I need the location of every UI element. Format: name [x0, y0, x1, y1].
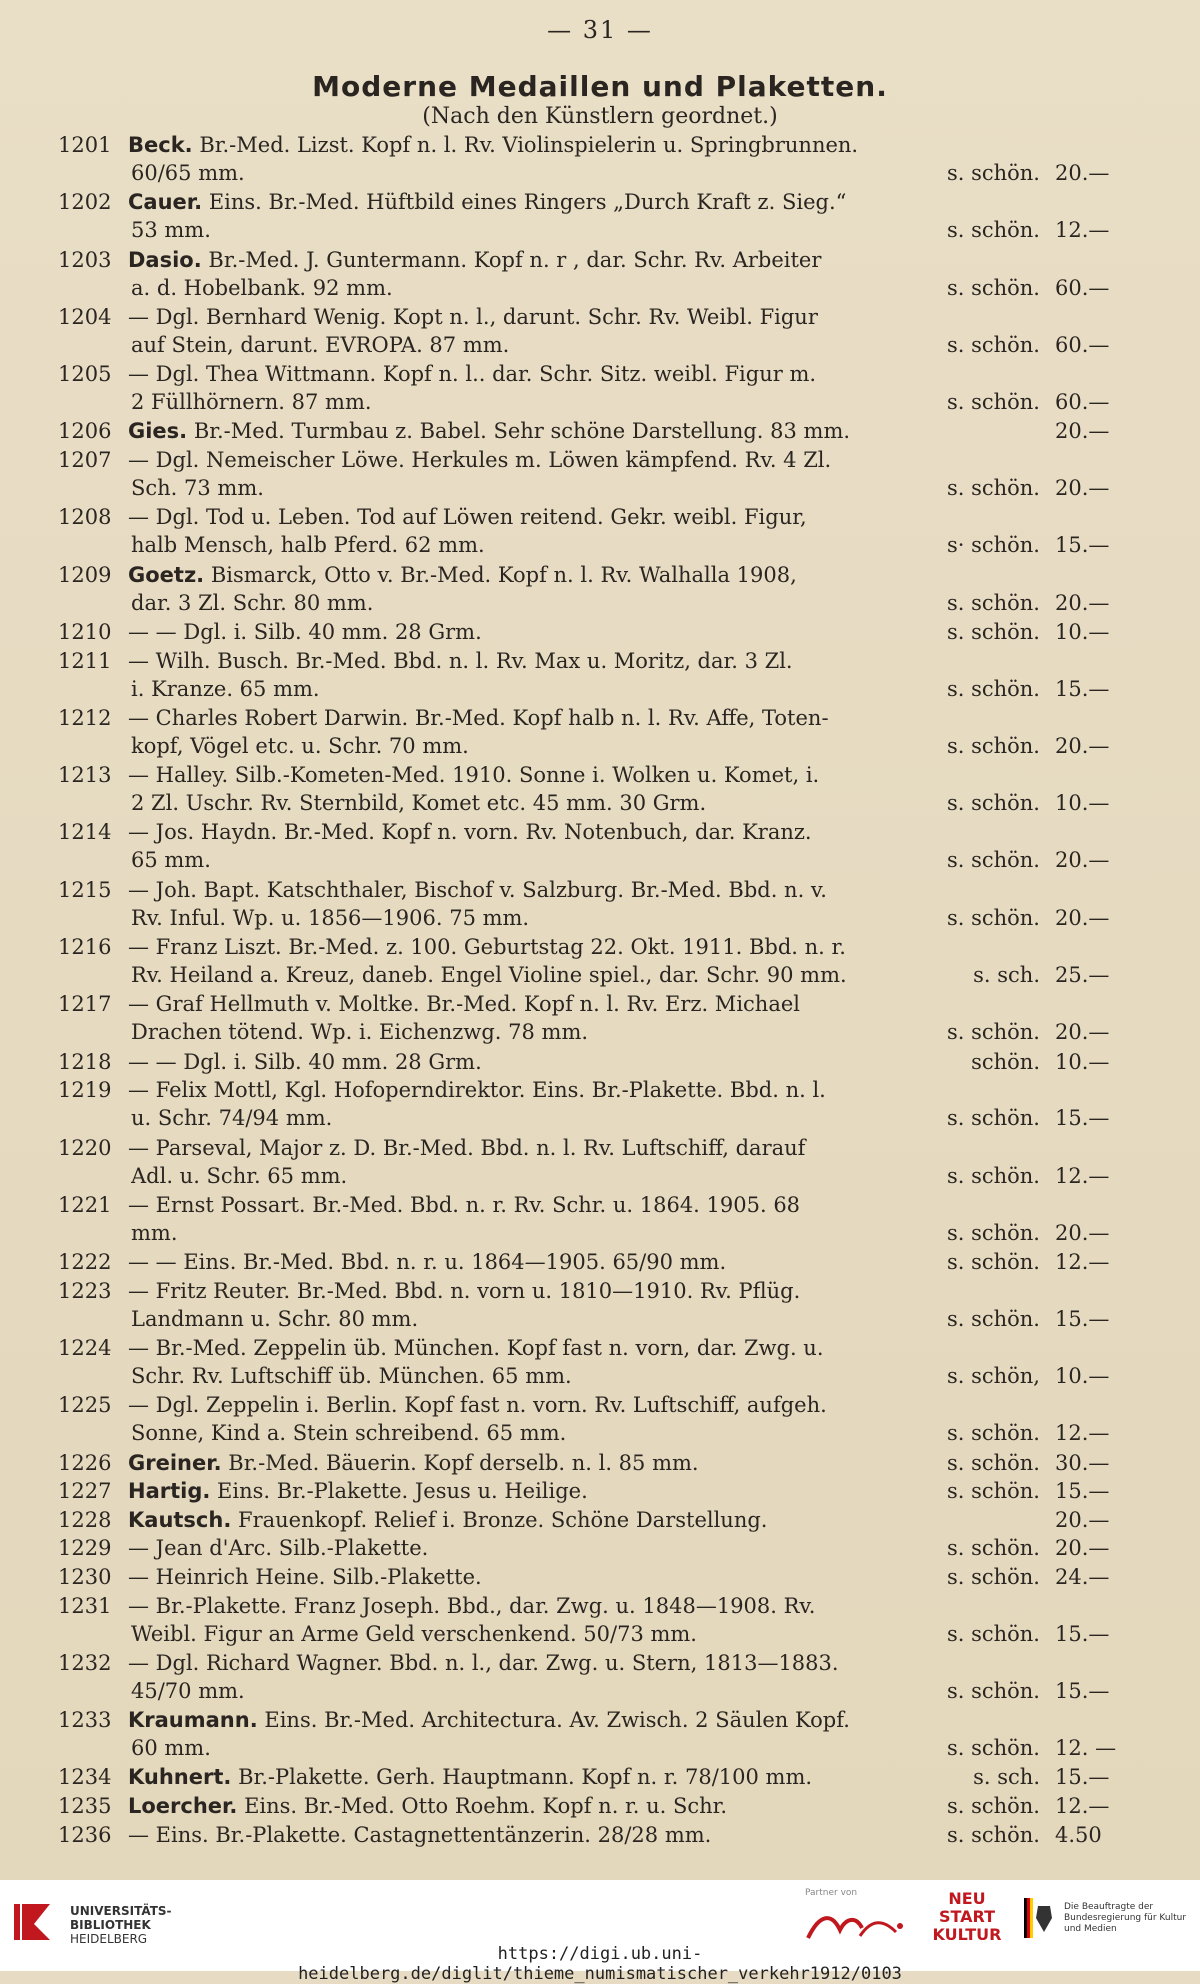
catalog-entry: [0, 1449, 1200, 1478]
lot-number: 1214: [58, 820, 112, 845]
lot-number: 1204: [58, 304, 112, 329]
price: 20.—: [1055, 1507, 1110, 1532]
entry-description: — Joh. Bapt. Katschthaler, Bischof v. Salzburg. Br.-Med. Bbd. n. v.: [128, 877, 827, 902]
entry-line-1: [128, 1792, 1038, 1820]
bkm-logo[interactable]: [1022, 1892, 1192, 1948]
lot-number: 1207: [58, 448, 112, 473]
entry-line-2: i. Kranze. 65 mm.: [131, 676, 320, 701]
entry-line-1: [128, 188, 1038, 216]
entry-line-2: auf Stein, darunt. EVROPA. 87 mm.: [131, 332, 510, 357]
entry-line-1: [128, 1592, 1038, 1620]
catalog-entry: [0, 1792, 1200, 1821]
entry-description: Eins. Br.-Med. Architectura. Av. Zwisch. 2 Säulen Kopf.: [264, 1708, 850, 1733]
catalog-entry: [0, 360, 1200, 417]
lot-number: 1229: [58, 1536, 112, 1561]
entry-line-1: [128, 818, 1038, 846]
section-title: Moderne Medaillen und Plaketten.: [312, 70, 888, 103]
price: 30.—: [1055, 1450, 1110, 1475]
lot-number: 1230: [58, 1564, 112, 1589]
entry-line-2: kopf, Vögel etc. u. Schr. 70 mm.: [131, 733, 469, 758]
condition: s. schön.: [946, 848, 1040, 873]
artist-name: Hartig.: [128, 1479, 211, 1504]
entry-description: — Wilh. Busch. Br.-Med. Bbd. n. l. Rv. Max u. Moritz, dar. 3 Zl.: [128, 648, 793, 673]
condition: schön.: [971, 1049, 1040, 1074]
price: 12.—: [1055, 218, 1110, 243]
entry-line-2: Schr. Rv. Luftschiff üb. München. 65 mm.: [131, 1364, 572, 1389]
entry-line-2: 45/70 mm.: [131, 1678, 245, 1703]
entry-line-1: [128, 1506, 1038, 1534]
price: 20.—: [1055, 1536, 1110, 1561]
condition: s. schön.: [946, 1678, 1040, 1703]
page-number: — 31 —: [547, 16, 653, 44]
condition: s. schön.: [946, 1020, 1040, 1045]
lot-number: 1220: [58, 1135, 112, 1160]
price: 20.—: [1055, 476, 1110, 501]
entry-description: — Br.-Plakette. Franz Joseph. Bbd., dar. Zwg. u. 1848—1908. Rv.: [128, 1593, 816, 1618]
entry-line-1: [128, 1563, 1038, 1591]
entry-description: — Halley. Silb.-Kometen-Med. 1910. Sonne i. Wolken u. Komet, i.: [128, 763, 820, 788]
lot-number: 1236: [58, 1822, 112, 1847]
lot-number: 1208: [58, 505, 112, 530]
condition: s. sch.: [973, 1765, 1040, 1790]
entry-line-1: [128, 561, 1038, 589]
price: 12.—: [1055, 1421, 1110, 1446]
lot-number: 1210: [58, 619, 112, 644]
condition: s. schön.: [946, 1106, 1040, 1131]
entry-line-2: Sch. 73 mm.: [131, 476, 264, 501]
entry-description: Frauenkopf. Relief i. Bronze. Schöne Darstellung.: [238, 1507, 768, 1532]
lot-number: 1226: [58, 1450, 112, 1475]
entry-line-1: [128, 761, 1038, 789]
entry-line-2: u. Schr. 74/94 mm.: [131, 1106, 333, 1131]
entry-line-2: 2 Zl. Uschr. Rv. Sternbild, Komet etc. 45 mm. 30 Grm.: [131, 791, 707, 816]
catalog-entry: [0, 188, 1200, 245]
entry-line-2: dar. 3 Zl. Schr. 80 mm.: [131, 590, 374, 615]
price: 10.—: [1055, 791, 1110, 816]
condition: s. schön.: [946, 1250, 1040, 1275]
artist-name: Loercher.: [128, 1794, 238, 1819]
condition: s. schön.: [946, 1621, 1040, 1646]
entry-description: — Dgl. Bernhard Wenig. Kopt n. l., darunt. Schr. Rv. Weibl. Figur: [128, 304, 818, 329]
lot-number: 1213: [58, 763, 112, 788]
entry-line-1: [128, 876, 1038, 904]
entry-line-1: [128, 1334, 1038, 1362]
entry-line-2: 2 Füllhörnern. 87 mm.: [131, 390, 372, 415]
condition: s. sch.: [973, 963, 1040, 988]
condition: s. schön.: [946, 619, 1040, 644]
lot-number: 1228: [58, 1507, 112, 1532]
catalog-entry: [0, 446, 1200, 503]
price: 12.—: [1055, 1163, 1110, 1188]
artist-name: Goetz.: [128, 562, 205, 587]
entry-description: Br.-Med. Bäuerin. Kopf derselb. n. l. 85 mm.: [228, 1450, 699, 1475]
lot-number: 1205: [58, 362, 112, 387]
price: 60.—: [1055, 332, 1110, 357]
entry-description: — Charles Robert Darwin. Br.-Med. Kopf halb n. l. Rv. Affe, Toten-: [128, 705, 829, 730]
condition: s. schön.: [946, 390, 1040, 415]
lot-number: 1203: [58, 247, 112, 272]
entry-line-1: [128, 1763, 1038, 1791]
catalog-entry: [0, 1248, 1200, 1277]
entry-description: — — Eins. Br.-Med. Bbd. n. r. u. 1864—1905. 65/90 mm.: [128, 1250, 727, 1275]
entry-line-1: [128, 1477, 1038, 1505]
lot-number: 1232: [58, 1650, 112, 1675]
catalog-entry: [0, 1821, 1200, 1850]
catalog-entry: [0, 1592, 1200, 1649]
entry-description: — Jos. Haydn. Br.-Med. Kopf n. vorn. Rv. Notenbuch, dar. Kranz.: [128, 820, 812, 845]
condition: s. schön.: [946, 161, 1040, 185]
entry-line-2: Rv. Inful. Wp. u. 1856—1906. 75 mm.: [131, 905, 530, 930]
entry-description: Eins. Br.-Med. Hüftbild eines Ringers „Durch Kraft z. Sieg.“: [208, 190, 847, 215]
federal-eagle-icon: [1022, 1898, 1056, 1938]
catalog-entry: [0, 1334, 1200, 1391]
condition: s. schön.: [946, 1479, 1040, 1504]
catalog-entry: [0, 1534, 1200, 1563]
entry-line-2: mm.: [131, 1220, 178, 1245]
price: 60.—: [1055, 275, 1110, 300]
catalog-entry: [0, 1506, 1200, 1535]
price: 20.—: [1055, 419, 1110, 444]
lot-number: 1225: [58, 1393, 112, 1418]
entry-description: Eins. Br.-Med. Otto Roehm. Kopf n. r. u. Schr.: [244, 1794, 728, 1819]
entry-description: Bismarck, Otto v. Br.-Med. Kopf n. l. Rv. Walhalla 1908,: [210, 562, 797, 587]
price: 15.—: [1055, 1621, 1110, 1646]
condition: s. schön.: [946, 1450, 1040, 1475]
condition: s. schön.: [946, 275, 1040, 300]
entry-description: — Graf Hellmuth v. Moltke. Br.-Med. Kopf n. l. Rv. Erz. Michael: [128, 992, 800, 1017]
price: 20.—: [1055, 733, 1110, 758]
partner-label: Partner von: [805, 1888, 858, 1898]
lot-number: 1227: [58, 1479, 112, 1504]
catalog-entry: [0, 990, 1200, 1047]
catalog-entry: [0, 1191, 1200, 1248]
entry-line-1: [128, 503, 1038, 531]
entry-description: Br.-Med. J. Guntermann. Kopf n. r , dar. Schr. Rv. Arbeiter: [208, 247, 822, 272]
lot-number: 1219: [58, 1078, 112, 1103]
catalog-entry: [0, 246, 1200, 303]
catalog-entry: [0, 761, 1200, 818]
entry-line-2: 65 mm.: [131, 848, 211, 873]
entry-line-2: 60/65 mm.: [131, 161, 245, 185]
lot-number: 1216: [58, 935, 112, 960]
price: 10.—: [1055, 1049, 1110, 1074]
catalog-entry: [0, 647, 1200, 704]
price: 20.—: [1055, 1020, 1110, 1045]
entry-line-1: [128, 417, 1038, 445]
price: 24.—: [1055, 1564, 1110, 1589]
artist-name: Kuhnert.: [128, 1765, 232, 1790]
condition: s. schön.: [946, 332, 1040, 357]
entry-description: Eins. Br.-Plakette. Jesus u. Heilige.: [217, 1479, 588, 1504]
catalog-entry: [0, 1649, 1200, 1706]
catalog-entry: [0, 561, 1200, 618]
entry-line-1: [128, 1649, 1038, 1677]
price: 20.—: [1055, 161, 1110, 185]
catalog-entry: [0, 1076, 1200, 1133]
entry-description: Br.-Plakette. Gerh. Hauptmann. Kopf n. r. 78/100 mm.: [238, 1765, 813, 1790]
catalog-entry: [0, 1134, 1200, 1191]
entry-line-1: [128, 1821, 1038, 1849]
price: 60.—: [1055, 390, 1110, 415]
entry-line-2: Sonne, Kind a. Stein schreibend. 65 mm.: [131, 1421, 567, 1446]
condition: s. schön.: [946, 905, 1040, 930]
price: 15.—: [1055, 1479, 1110, 1504]
entry-description: — Dgl. Thea Wittmann. Kopf n. l.. dar. Schr. Sitz. weibl. Figur m.: [128, 362, 817, 387]
entry-line-1: [128, 1534, 1038, 1562]
entry-line-1: [128, 1449, 1038, 1477]
condition: s. schön.: [946, 218, 1040, 243]
catalog-entry: [0, 704, 1200, 761]
lot-number: 1221: [58, 1192, 112, 1217]
price: 20.—: [1055, 1220, 1110, 1245]
entry-description: — Parseval, Major z. D. Br.-Med. Bbd. n. l. Rv. Luftschiff, darauf: [128, 1135, 806, 1160]
entry-line-2: halb Mensch, halb Pferd. 62 mm.: [131, 533, 485, 558]
price: 25.—: [1055, 963, 1110, 988]
price: 12. —: [1055, 1736, 1117, 1761]
lot-number: 1202: [58, 190, 112, 215]
price: 10.—: [1055, 619, 1110, 644]
lot-number: 1201: [58, 133, 112, 157]
catalog-entry: [0, 131, 1200, 188]
catalog-entry: [0, 1277, 1200, 1334]
entry-line-2: Adl. u. Schr. 65 mm.: [131, 1163, 348, 1188]
bkm-text: Die Beauftragte der Bundesregierung für Kultur und Medien: [1064, 1902, 1187, 1934]
lot-number: 1224: [58, 1336, 112, 1361]
catalog-entry: [0, 818, 1200, 875]
lot-number: 1222: [58, 1250, 112, 1275]
catalog-entry: [0, 933, 1200, 990]
condition: s. schön.: [946, 1163, 1040, 1188]
condition: s. schön.: [946, 590, 1040, 615]
partner-logo-icon[interactable]: [800, 1908, 910, 1948]
entry-description: Br.-Med. Lizst. Kopf n. l. Rv. Violinspielerin u. Springbrunnen.: [199, 133, 859, 157]
condition: s. schön.: [946, 476, 1040, 501]
entry-line-1: [128, 618, 1038, 646]
neustart-kultur-logo[interactable]: NEU START KULTUR: [932, 1889, 1002, 1944]
condition: s· schön.: [946, 533, 1040, 558]
condition: s. schön.: [946, 1564, 1040, 1589]
artist-name: Dasio.: [128, 247, 202, 272]
lot-number: 1206: [58, 419, 112, 444]
catalog-entry: [0, 417, 1200, 446]
entry-description: — Felix Mottl, Kgl. Hofoperndirektor. Eins. Br.-Plakette. Bbd. n. l.: [128, 1078, 826, 1103]
catalog-entry: [0, 1048, 1200, 1077]
catalog-entry: [0, 303, 1200, 360]
price: 15.—: [1055, 1106, 1110, 1131]
entry-line-1: [128, 446, 1038, 474]
entry-line-1: [128, 303, 1038, 331]
price: 15.—: [1055, 1678, 1110, 1703]
artist-name: Kautsch.: [128, 1507, 232, 1532]
entry-line-1: [128, 647, 1038, 675]
condition: s. schön.: [946, 733, 1040, 758]
price: 20.—: [1055, 905, 1110, 930]
entry-description: — Heinrich Heine. Silb.-Plakette.: [128, 1564, 482, 1589]
entry-line-1: [128, 1048, 1038, 1076]
catalog-entry: [0, 1563, 1200, 1592]
condition: s. schön.: [946, 1421, 1040, 1446]
lot-number: 1231: [58, 1593, 112, 1618]
condition: s. schön.: [946, 1306, 1040, 1331]
artist-name: Cauer.: [128, 190, 203, 215]
catalog-entry: [0, 876, 1200, 933]
library-logo[interactable]: [12, 1894, 172, 1954]
entry-line-1: [128, 1277, 1038, 1305]
catalog-entry: [0, 618, 1200, 647]
entry-line-1: [128, 1706, 1038, 1734]
entry-line-1: [128, 1191, 1038, 1219]
catalog-entry: [0, 503, 1200, 560]
price: 15.—: [1055, 1306, 1110, 1331]
lot-number: 1212: [58, 705, 112, 730]
entry-description: — Eins. Br.-Plakette. Castagnettentänzerin. 28/28 mm.: [128, 1822, 712, 1847]
entry-line-1: [128, 990, 1038, 1018]
entry-description: — Jean d'Arc. Silb.-Plakette.: [128, 1536, 429, 1561]
lot-number: 1209: [58, 562, 112, 587]
entry-description: — Dgl. Zeppelin i. Berlin. Kopf fast n. vorn. Rv. Luftschiff, aufgeh.: [128, 1393, 827, 1418]
entry-line-1: [128, 131, 1038, 159]
condition: s. schön.: [946, 791, 1040, 816]
entry-description: — Br.-Med. Zeppelin üb. München. Kopf fast n. vorn, dar. Zwg. u.: [128, 1336, 824, 1361]
condition: s. schön.: [946, 1794, 1040, 1819]
entry-line-1: [128, 360, 1038, 388]
lot-number: 1215: [58, 877, 112, 902]
entry-description: — Ernst Possart. Br.-Med. Bbd. n. r. Rv. Schr. u. 1864. 1905. 68: [128, 1192, 801, 1217]
entry-line-2: Landmann u. Schr. 80 mm.: [131, 1306, 419, 1331]
price: 4.50: [1055, 1822, 1102, 1847]
artist-name: Kraumann.: [128, 1708, 258, 1733]
entry-line-1: [128, 1391, 1038, 1419]
section-subtitle: (Nach den Künstlern geordnet.): [422, 104, 778, 129]
entry-description: — — Dgl. i. Silb. 40 mm. 28 Grm.: [128, 619, 482, 644]
price: 15.—: [1055, 533, 1110, 558]
entry-line-1: [128, 704, 1038, 732]
artist-name: Gies.: [128, 419, 188, 444]
entry-line-1: [128, 1248, 1038, 1276]
page-url[interactable]: https://digi.ub.uni-heidelberg.de/diglit/thieme_numismatischer_verkehr1912/0103: [298, 1944, 902, 1984]
entry-description: — — Dgl. i. Silb. 40 mm. 28 Grm.: [128, 1049, 482, 1074]
price: 15.—: [1055, 676, 1110, 701]
library-logo-icon: [12, 1898, 52, 1946]
condition: s. schön.: [946, 1220, 1040, 1245]
entry-description: Br.-Med. Turmbau z. Babel. Sehr schöne Darstellung. 83 mm.: [193, 419, 851, 444]
viewer-footer: [0, 1880, 1200, 1984]
entry-line-2: a. d. Hobelbank. 92 mm.: [131, 275, 393, 300]
entry-description: — Dgl. Richard Wagner. Bbd. n. l., dar. Zwg. u. Stern, 1813—1883.: [128, 1650, 839, 1675]
condition: s. schön.: [946, 676, 1040, 701]
entry-line-2: Weibl. Figur an Arme Geld verschenkend. 50/73 mm.: [131, 1621, 697, 1646]
catalog-entry: [0, 1477, 1200, 1506]
price: 20.—: [1055, 848, 1110, 873]
price: 15.—: [1055, 1765, 1110, 1790]
entry-line-1: [128, 933, 1038, 961]
entry-line-2: Rv. Heiland a. Kreuz, daneb. Engel Violine spiel., dar. Schr. 90 mm.: [131, 963, 847, 988]
artist-name: Beck.: [128, 133, 193, 157]
library-name: UNIVERSITÄTS- BIBLIOTHEK HEIDELBERG: [70, 1904, 172, 1946]
entry-line-2: Drachen tötend. Wp. i. Eichenzwg. 78 mm.: [131, 1020, 589, 1045]
entry-line-1: [128, 1134, 1038, 1162]
entry-line-1: [128, 1076, 1038, 1104]
price: 10.—: [1055, 1364, 1110, 1389]
entry-description: — Dgl. Nemeischer Löwe. Herkules m. Löwen kämpfend. Rv. 4 Zl.: [128, 448, 832, 473]
catalog-entry: [0, 1391, 1200, 1448]
entry-line-2: 53 mm.: [131, 218, 211, 243]
price: 12.—: [1055, 1794, 1110, 1819]
lot-number: 1211: [58, 648, 112, 673]
price: 12.—: [1055, 1250, 1110, 1275]
entry-line-1: [128, 246, 1038, 274]
entry-description: — Dgl. Tod u. Leben. Tod auf Löwen reitend. Gekr. weibl. Figur,: [128, 505, 807, 530]
price: 20.—: [1055, 590, 1110, 615]
lot-number: 1234: [58, 1765, 112, 1790]
catalog-entry: [0, 1763, 1200, 1792]
condition: s. schön,: [946, 1364, 1040, 1389]
lot-number: 1218: [58, 1049, 112, 1074]
entry-line-2: 60 mm.: [131, 1736, 211, 1761]
entry-description: — Fritz Reuter. Br.-Med. Bbd. n. vorn u. 1810—1910. Rv. Pflüg.: [128, 1278, 801, 1303]
condition: s. schön.: [946, 1822, 1040, 1847]
lot-number: 1235: [58, 1794, 112, 1819]
artist-name: Greiner.: [128, 1450, 222, 1475]
catalog-entries: [0, 131, 1200, 1849]
condition: s. schön.: [946, 1736, 1040, 1761]
lot-number: 1217: [58, 992, 112, 1017]
condition: s. schön.: [946, 1536, 1040, 1561]
entry-description: — Franz Liszt. Br.-Med. z. 100. Geburtstag 22. Okt. 1911. Bbd. n. r.: [128, 935, 846, 960]
catalog-entry: [0, 1706, 1200, 1763]
lot-number: 1223: [58, 1278, 112, 1303]
lot-number: 1233: [58, 1708, 112, 1733]
